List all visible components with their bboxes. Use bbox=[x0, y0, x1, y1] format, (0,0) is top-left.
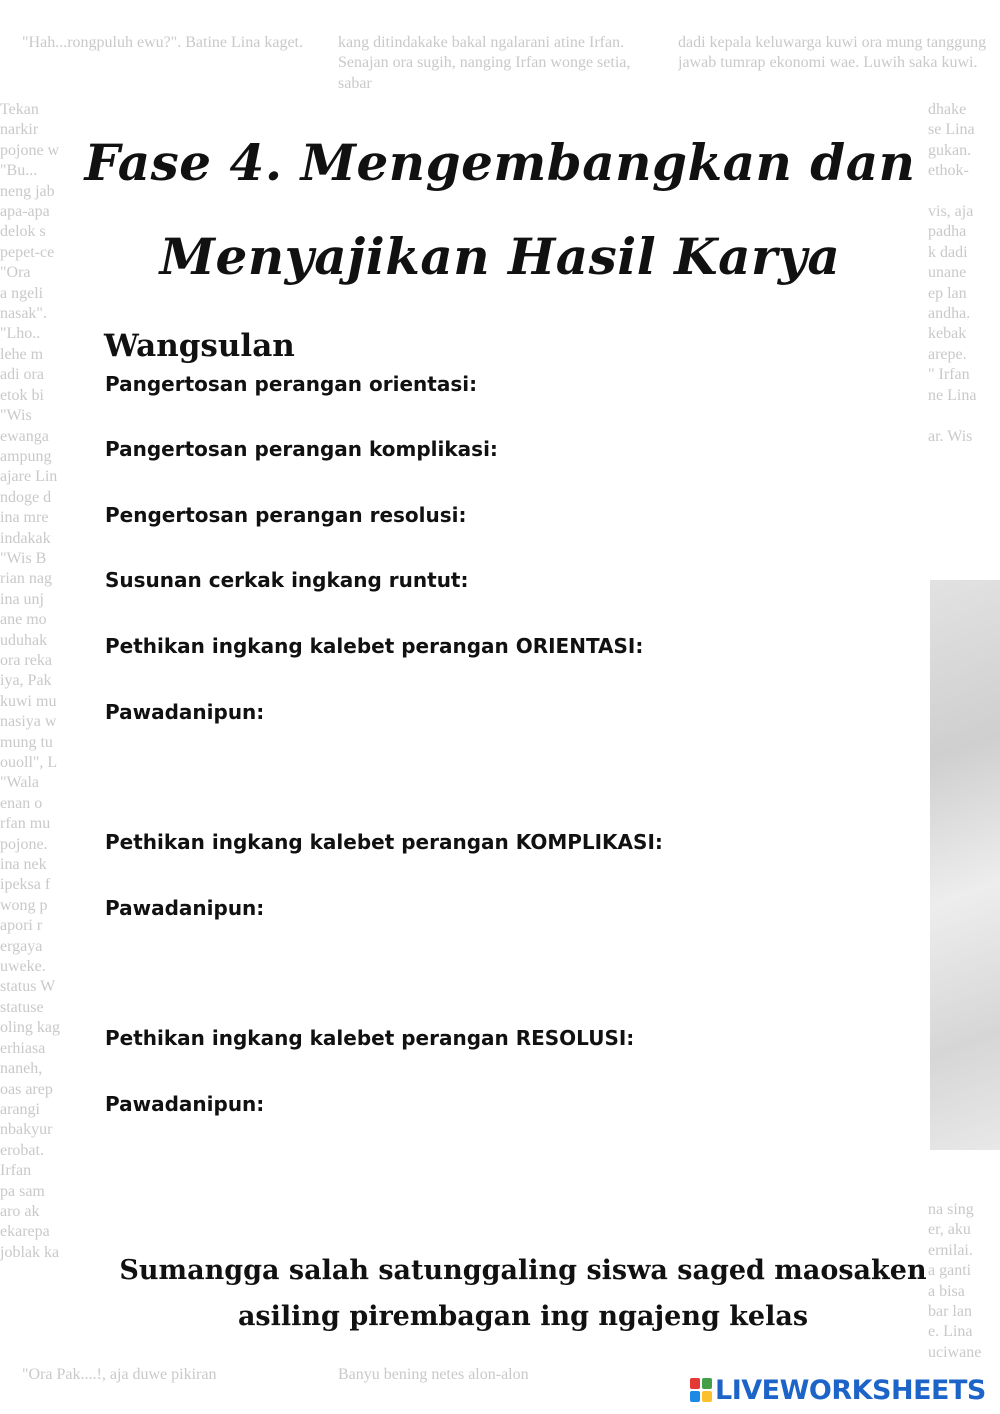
background-text-line: e. Lina bbox=[928, 1323, 973, 1341]
background-text-line: pa sam bbox=[0, 1182, 45, 1200]
background-text-line: andha. bbox=[928, 305, 971, 323]
background-text-line: er, aku bbox=[928, 1221, 971, 1239]
background-text-line: "Bu... bbox=[0, 162, 38, 180]
background-text-line: arepe. bbox=[928, 345, 967, 363]
background-text-line: apa-apa bbox=[0, 203, 50, 221]
background-text-line: ekarepa bbox=[0, 1223, 50, 1241]
background-text-line: wong p bbox=[0, 896, 48, 914]
background-text-line: delok s bbox=[0, 223, 46, 241]
background-text-line: adi ora bbox=[0, 366, 44, 384]
background-text-line: pojone w bbox=[0, 141, 60, 159]
prompt-komplikasi-definition: Pangertosan perangan komplikasi: bbox=[105, 437, 498, 461]
background-text-line: oling kag bbox=[0, 1019, 60, 1037]
background-text-line: aro ak bbox=[0, 1202, 40, 1220]
background-text-line: a ngeli bbox=[0, 284, 44, 302]
background-text-line: " Irfan bbox=[928, 366, 970, 384]
background-text-line: "Wis bbox=[0, 407, 32, 425]
background-text-line: "Wala bbox=[0, 774, 39, 792]
background-text-line: joblak ka bbox=[0, 1243, 60, 1261]
background-text-line: rfan mu bbox=[0, 815, 51, 833]
background-text-line: ndoge d bbox=[0, 488, 52, 506]
background-text-line: ipeksa f bbox=[0, 876, 51, 894]
background-text-line: ewanga bbox=[0, 427, 49, 445]
background-text-line: ethok- bbox=[928, 162, 969, 180]
background-text-line: ane mo bbox=[0, 611, 47, 629]
background-text-line: se Lina bbox=[928, 121, 975, 139]
background-text-line: "Wis B bbox=[0, 549, 47, 567]
background-text-line: status W bbox=[0, 978, 56, 996]
background-text-line: pepet-ce bbox=[0, 243, 55, 261]
background-text-line: etok bi bbox=[0, 386, 44, 404]
background-text-line: ora reka bbox=[0, 651, 52, 669]
background-text-line: ergaya bbox=[0, 937, 43, 955]
background-text-line: dhake bbox=[928, 101, 967, 118]
background-text-line: Tekan bbox=[0, 101, 39, 118]
page-title-line-2: Menyajikan Hasil Karya bbox=[159, 227, 841, 286]
prompt-orientasi-excerpt: Pethikan ingkang kalebet perangan ORIENTASI: bbox=[105, 634, 644, 658]
prompt-resolusi-excerpt: Pethikan ingkang kalebet perangan RESOLUSI: bbox=[105, 1026, 635, 1050]
background-text-line: ernilai. bbox=[928, 1241, 973, 1259]
background-text-line: erobat. bbox=[0, 1141, 44, 1159]
background-column-2: kang ditindakake bakal ngalarani atine Irfan. Senajan ora sugih, nanging Irfan wonge setia, sabar bbox=[338, 34, 631, 92]
liveworksheets-logo bbox=[690, 1374, 986, 1406]
background-text-line: arangi bbox=[0, 1100, 40, 1118]
background-column-3: dadi kepala keluwarga kuwi ora mung tanggung jawab tumrap ekonomi wae. Luwih saka kuwi. bbox=[678, 34, 987, 72]
page-title-line-1: Fase 4. Mengembangkan dan bbox=[84, 133, 916, 192]
closing-instruction-line-1: Sumangga salah satunggaling siswa saged maosaken bbox=[119, 1255, 927, 1286]
background-text-line: narkir bbox=[0, 121, 39, 139]
background-text-line: ajare Lin bbox=[0, 468, 58, 486]
background-text-line: a ganti bbox=[928, 1262, 972, 1280]
background-text-line: iya, Pak bbox=[0, 672, 52, 690]
background-text-line: ampung bbox=[0, 447, 52, 465]
liveworksheets-brand-name: LIVEWORKSHEETS bbox=[715, 1374, 986, 1406]
background-text-line: nasiya w bbox=[0, 713, 57, 731]
background-text-line: na sing bbox=[928, 1201, 974, 1218]
background-text-line: erhiasa bbox=[0, 1039, 46, 1057]
background-text-line: nasak". bbox=[0, 305, 47, 323]
worksheet-panel bbox=[78, 98, 928, 1363]
background-text-line: "Lho.. bbox=[0, 325, 41, 343]
background-text-line: statuse bbox=[0, 998, 44, 1016]
prompt-resolusi-definition: Pengertosan perangan resolusi: bbox=[105, 503, 467, 527]
background-text-line: mung tu bbox=[0, 733, 53, 751]
background-text-line: gukan. bbox=[928, 141, 972, 159]
background-text-line: pojone. bbox=[0, 835, 48, 853]
background-text-line: lehe m bbox=[0, 345, 44, 363]
background-text-line: ina mre bbox=[0, 509, 49, 527]
background-text-line: indakak bbox=[0, 529, 51, 547]
background-text-line: ne Lina bbox=[928, 386, 977, 404]
background-text-line: uduhak bbox=[0, 631, 48, 649]
background-text-line: a bisa bbox=[928, 1282, 965, 1300]
background-text-line: Irfan bbox=[0, 1162, 32, 1180]
background-text-line: ina unj bbox=[0, 590, 44, 608]
background-text-line: rian nag bbox=[0, 570, 52, 588]
background-text-line bbox=[928, 406, 1000, 426]
background-text-line: vis, aja bbox=[928, 203, 974, 221]
liveworksheets-logo-icon bbox=[690, 1378, 712, 1402]
background-text-line: neng jab bbox=[0, 182, 55, 200]
background-text-line: ep lan bbox=[928, 284, 967, 302]
background-text-line: ar. Wis bbox=[928, 427, 973, 445]
background-text-line: bar lan bbox=[928, 1303, 972, 1321]
background-bottom-text-2: Banyu bening netes alon-alon bbox=[338, 1366, 529, 1383]
background-text-line: nbakyur bbox=[0, 1121, 53, 1139]
background-text-line: k dadi bbox=[928, 243, 968, 261]
background-text-line: kuwi mu bbox=[0, 692, 57, 710]
background-bottom-text-1: "Ora Pak....!, aja duwe pikiran bbox=[22, 1366, 217, 1383]
background-column-1: "Hah...rongpuluh ewu?". Batine Lina kaget. bbox=[22, 34, 303, 51]
prompt-resolusi-reason: Pawadanipun: bbox=[105, 1092, 265, 1116]
background-left-column bbox=[0, 100, 78, 1400]
background-text-line: uweke. bbox=[0, 958, 46, 976]
closing-instruction-line-2: asiling pirembagan ing ngajeng kelas bbox=[237, 1301, 809, 1332]
background-text-line: ouoll", L bbox=[0, 754, 58, 771]
background-text-line: enan o bbox=[0, 794, 43, 812]
background-text-line: apori r bbox=[0, 917, 43, 935]
prompt-komplikasi-excerpt: Pethikan ingkang kalebet perangan KOMPLIKASI: bbox=[105, 830, 663, 854]
background-text-line: naneh, bbox=[0, 1060, 43, 1078]
background-right-column-lower bbox=[928, 1200, 1000, 1380]
prompt-story-order: Susunan cerkak ingkang runtut: bbox=[105, 568, 469, 592]
background-text-line: kebak bbox=[928, 325, 967, 343]
prompt-orientasi-definition: Pangertosan perangan orientasi: bbox=[105, 372, 478, 396]
prompt-komplikasi-reason: Pawadanipun: bbox=[105, 896, 265, 920]
background-text-line: oas arep bbox=[0, 1080, 53, 1098]
background-text-line: uciwane bbox=[928, 1343, 982, 1361]
background-text-line: unane bbox=[928, 264, 967, 282]
background-text-line: "Ora bbox=[0, 264, 31, 282]
background-text-line: padha bbox=[928, 223, 967, 241]
prompt-orientasi-reason: Pawadanipun: bbox=[105, 700, 265, 724]
answer-heading: Wangsulan bbox=[104, 328, 295, 364]
background-text-line: ina nek bbox=[0, 856, 47, 874]
background-photo bbox=[930, 580, 1000, 1150]
